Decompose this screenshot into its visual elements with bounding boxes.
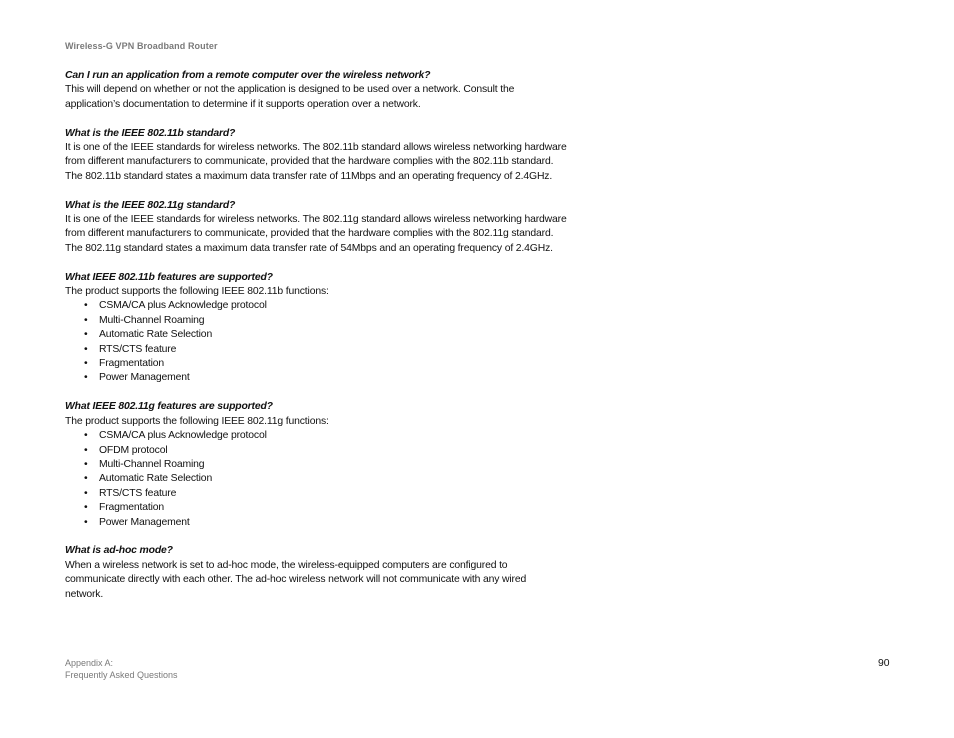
list-item-text: OFDM protocol xyxy=(99,444,168,456)
bullet: • xyxy=(84,458,88,470)
bullet: • xyxy=(84,343,88,355)
bullet: • xyxy=(84,372,88,384)
faq-block-80211g-features xyxy=(65,400,595,530)
list-item-text: Power Management xyxy=(99,516,190,528)
bullet: • xyxy=(84,473,88,485)
list-item-text: Automatic Rate Selection xyxy=(99,473,213,485)
feature-list xyxy=(65,299,595,385)
faq-block-80211b-standard xyxy=(65,127,595,185)
list-item xyxy=(65,444,595,458)
list-item-text: CSMA/CA plus Acknowledge protocol xyxy=(99,430,267,442)
faq-question: What is the IEEE 802.11b standard? xyxy=(65,127,236,139)
faq-answer-line: The 802.11g standard states a maximum data transfer rate of 54Mbps and an operating frequency of 2.4GHz. xyxy=(65,242,553,254)
faq-answer-line: communicate directly with each other. The ad-hoc wireless network will not communicate with any wired xyxy=(65,574,527,586)
faq-answer-line: It is one of the IEEE standards for wireless networks. The 802.11g standard allows wireless networking hardware xyxy=(65,214,567,226)
faq-answer xyxy=(65,213,595,256)
list-item xyxy=(65,328,595,342)
faq-content xyxy=(65,69,595,616)
list-item xyxy=(65,429,595,443)
list-item-text: RTS/CTS feature xyxy=(99,487,177,499)
faq-answer-line: from different manufacturers to communicate, provided that the hardware complies with the 802.11b standard. xyxy=(65,156,554,168)
bullet: • xyxy=(84,314,88,326)
faq-answer-line: The product supports the following IEEE 802.11b functions: xyxy=(65,286,329,298)
faq-answer xyxy=(65,285,595,299)
list-item xyxy=(65,314,595,328)
faq-question: Can I run an application from a remote computer over the wireless network? xyxy=(65,70,431,81)
bullet: • xyxy=(84,329,88,341)
list-item-text: Automatic Rate Selection xyxy=(99,329,213,341)
bullet: • xyxy=(84,300,88,312)
bullet: • xyxy=(84,516,88,528)
faq-question: What IEEE 802.11b features are supported? xyxy=(65,271,273,283)
footer-section-label xyxy=(65,657,178,681)
faq-answer-line: It is one of the IEEE standards for wireless networks. The 802.11b standard allows wireless networking hardware xyxy=(65,142,567,154)
bullet: • xyxy=(84,444,88,456)
list-item xyxy=(65,343,595,357)
faq-answer-line: When a wireless network is set to ad-hoc mode, the wireless-equipped computers are configured to xyxy=(65,559,508,571)
faq-question: What is the IEEE 802.11g standard? xyxy=(65,199,236,211)
faq-answer xyxy=(65,141,595,184)
list-item xyxy=(65,299,595,313)
feature-list xyxy=(65,429,595,530)
bullet: • xyxy=(84,502,88,514)
faq-answer-line: The product supports the following IEEE 802.11g functions: xyxy=(65,415,329,427)
list-item-text: Multi-Channel Roaming xyxy=(99,458,205,470)
faq-block-ad-hoc-mode xyxy=(65,544,595,602)
list-item xyxy=(65,458,595,472)
faq-answer xyxy=(65,83,595,112)
faq-block-80211g-standard xyxy=(65,199,595,257)
footer-section-title: Frequently Asked Questions xyxy=(65,670,178,680)
list-item xyxy=(65,472,595,486)
faq-answer-line: network. xyxy=(65,588,104,600)
list-item-text: Fragmentation xyxy=(99,358,165,370)
bullet: • xyxy=(84,430,88,442)
faq-block-remote-application xyxy=(65,69,595,112)
faq-answer-line: The 802.11b standard states a maximum data transfer rate of 11Mbps and an operating frequency of 2.4GHz. xyxy=(65,170,553,182)
faq-answer-line: This will depend on whether or not the application is designed to be used over a network. Consult the xyxy=(65,84,515,96)
list-item-text: Fragmentation xyxy=(99,502,165,514)
faq-answer-line: application’s documentation to determine if it supports operation over a network. xyxy=(65,98,421,110)
bullet: • xyxy=(84,487,88,499)
page-header-title: Wireless-G VPN Broadband Router xyxy=(65,41,218,51)
list-item xyxy=(65,516,595,530)
list-item xyxy=(65,357,595,371)
footer-appendix-label: Appendix A: xyxy=(65,658,114,668)
faq-answer xyxy=(65,415,595,429)
list-item xyxy=(65,501,595,515)
faq-answer xyxy=(65,559,595,602)
list-item-text: Power Management xyxy=(99,372,190,384)
bullet: • xyxy=(84,358,88,370)
list-item-text: RTS/CTS feature xyxy=(99,343,177,355)
list-item xyxy=(65,487,595,501)
faq-question: What IEEE 802.11g features are supported? xyxy=(65,401,273,413)
page-number: 90 xyxy=(878,658,890,669)
list-item-text: Multi-Channel Roaming xyxy=(99,314,205,326)
faq-question: What is ad-hoc mode? xyxy=(65,545,173,557)
list-item xyxy=(65,371,595,385)
faq-block-80211b-features xyxy=(65,271,595,386)
faq-answer-line: from different manufacturers to communicate, provided that the hardware complies with the 802.11g standard. xyxy=(65,228,554,240)
list-item-text: CSMA/CA plus Acknowledge protocol xyxy=(99,300,267,312)
